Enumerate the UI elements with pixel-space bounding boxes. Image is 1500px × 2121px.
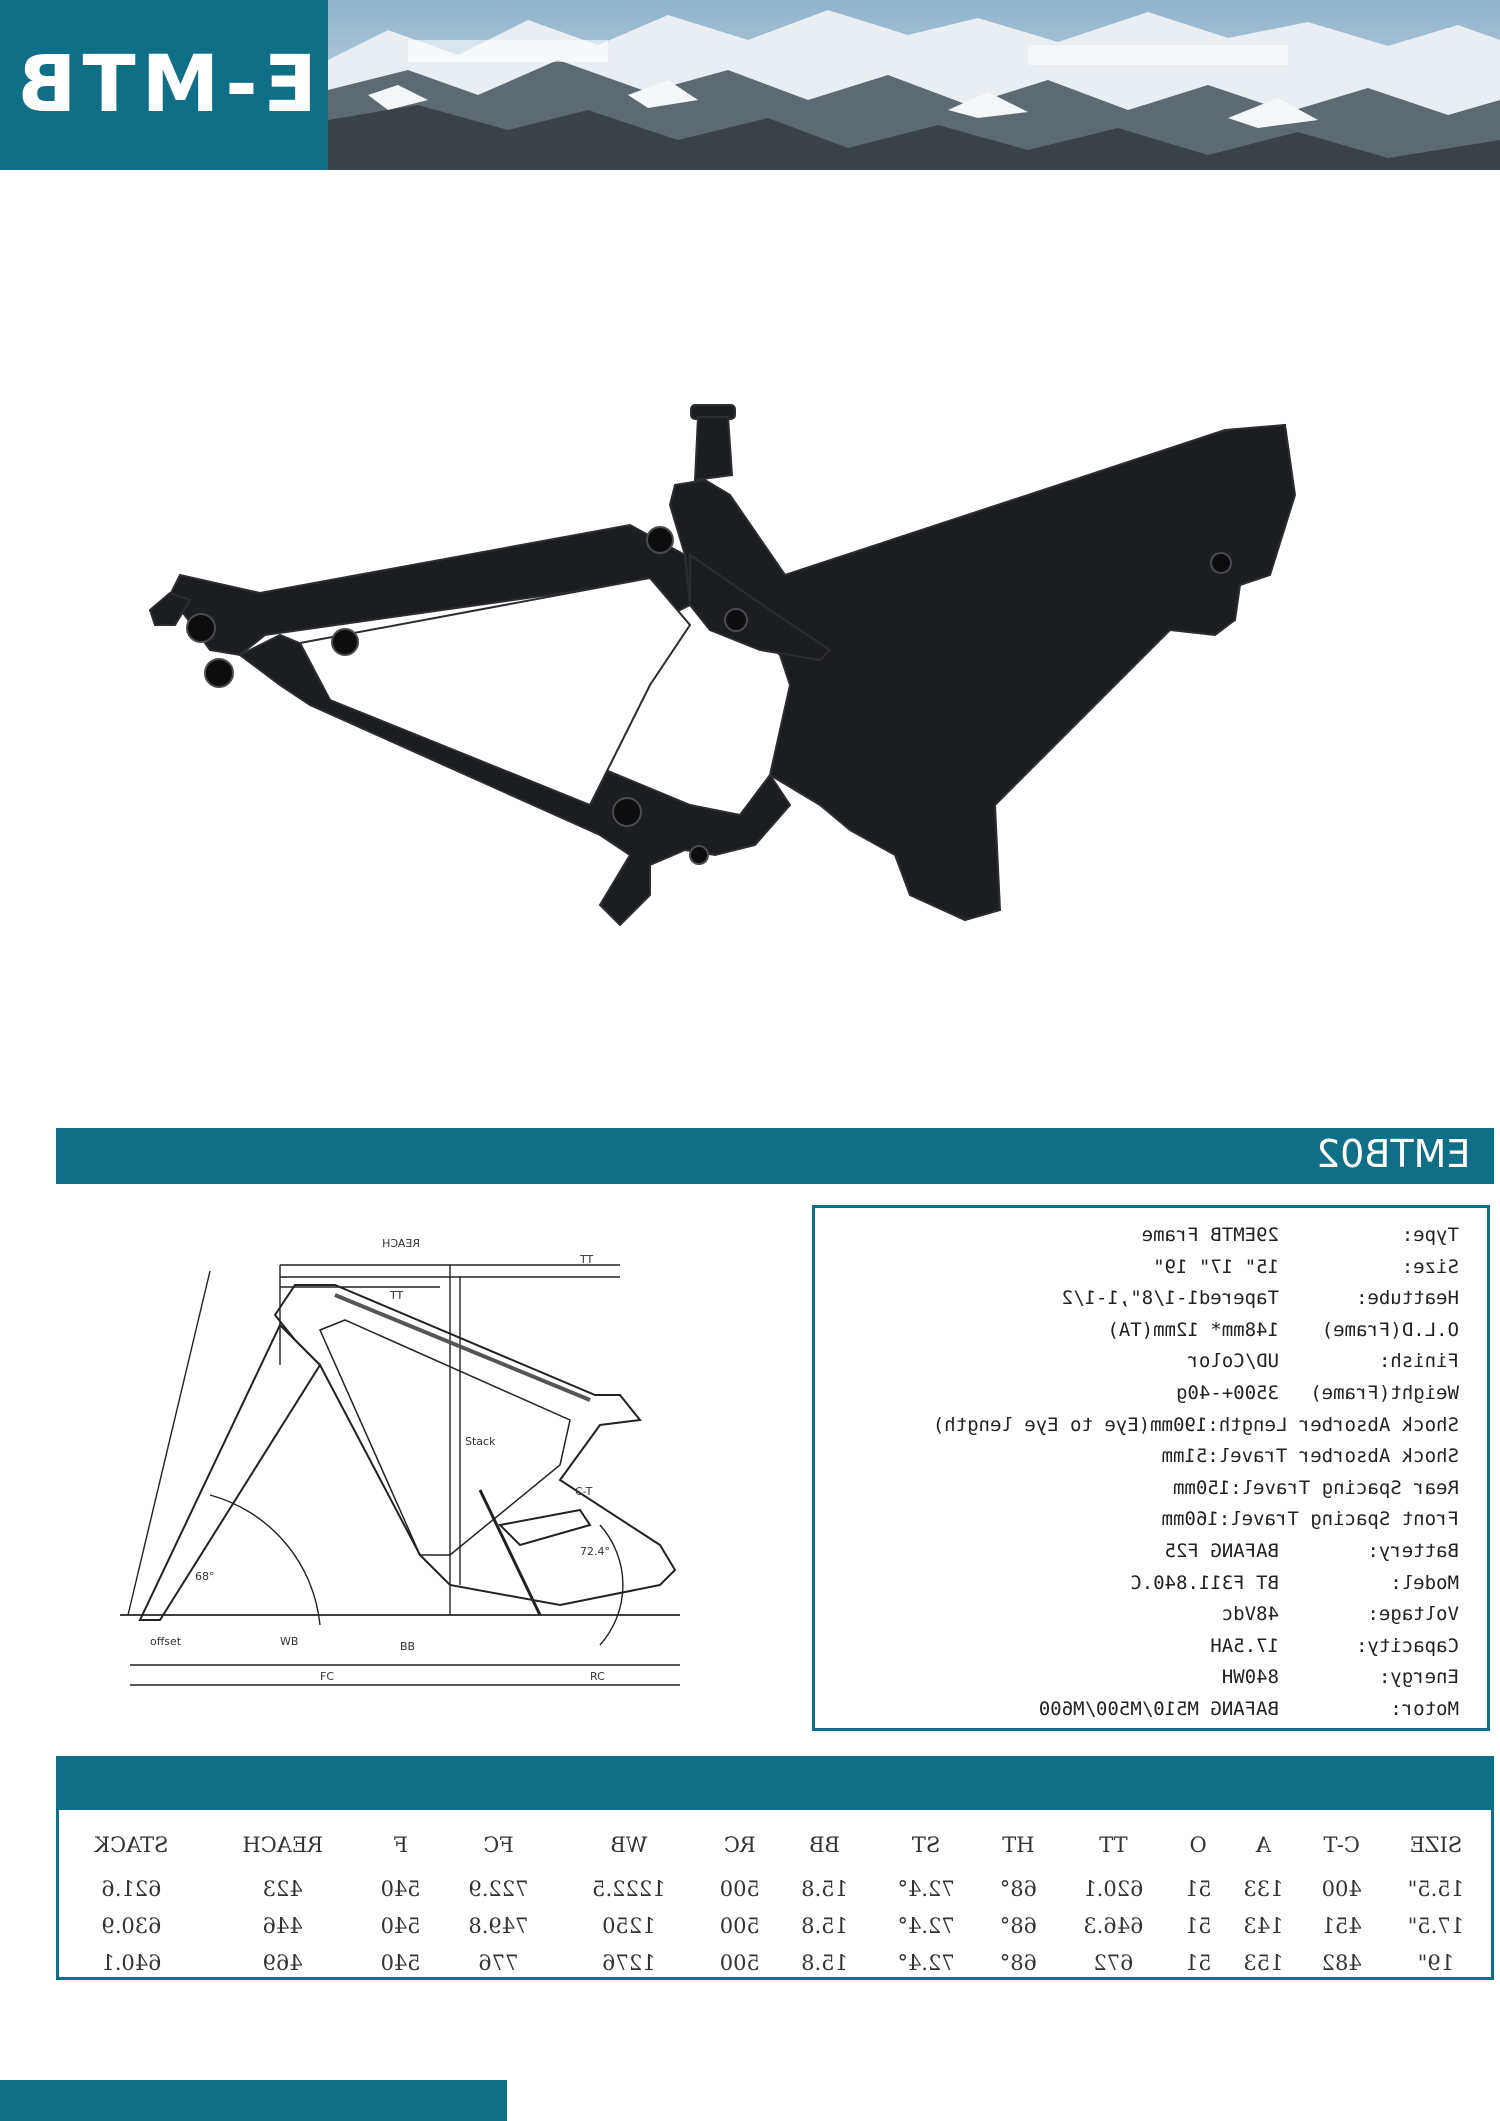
spec-row-rear-travel	[815, 1473, 1459, 1505]
col-header: O	[1189, 1833, 1207, 1857]
label-bb: BB	[400, 1640, 416, 1653]
table-cell: 540	[380, 1876, 421, 1901]
spec-row-finish	[815, 1346, 1459, 1378]
spec-value: BAFANG M510/M500/M600	[1038, 1697, 1279, 1720]
table-cell: 51	[1184, 1876, 1212, 1901]
spec-key: Capacity:	[1356, 1634, 1459, 1657]
col-header: RC	[723, 1833, 756, 1857]
spec-row-energy	[815, 1662, 1459, 1694]
table-cell: 15.5"	[1407, 1876, 1465, 1901]
footer-strip	[0, 2080, 507, 2121]
model-header-bar	[56, 1128, 1494, 1184]
table-cell: 500	[719, 1950, 760, 1975]
label-ht-angle: 68°	[195, 1570, 215, 1583]
table-cell: 51	[1184, 1950, 1212, 1975]
mountain-banner-image	[328, 0, 1500, 170]
table-cell: 72.4°	[897, 1876, 955, 1901]
spec-row-headtube	[815, 1283, 1459, 1315]
spec-key: Finish:	[1378, 1350, 1459, 1373]
col-header: ST	[911, 1833, 941, 1857]
table-cell: 143	[1243, 1913, 1284, 1938]
table-cell: 400	[1321, 1876, 1362, 1901]
table-cell: 672	[1093, 1950, 1134, 1975]
table-cell: 482	[1321, 1950, 1362, 1975]
col-header: C-T	[1323, 1833, 1360, 1857]
spec-value: 148mm* 12mm(TA)	[1107, 1318, 1279, 1341]
spec-value: BT F311.840.C	[1130, 1571, 1279, 1594]
label-ct: C-T	[575, 1485, 593, 1498]
spec-value: 840WH	[1221, 1666, 1279, 1689]
col-header: TT	[1099, 1833, 1128, 1857]
spec-key: O.L.D(Frame)	[1321, 1318, 1459, 1341]
spec-key: Weight(Frame)	[1310, 1381, 1459, 1404]
table-cell: 19"	[1417, 1950, 1455, 1975]
spec-list	[815, 1208, 1487, 1726]
label-offset: offset	[150, 1635, 182, 1648]
table-cell: 1250	[602, 1913, 656, 1938]
col-header: HT	[1002, 1833, 1035, 1857]
table-cell: 68°	[999, 1950, 1037, 1975]
table-cell: 620.1	[1083, 1876, 1144, 1901]
spec-key: Model:	[1390, 1571, 1459, 1594]
spec-key: Motor:	[1390, 1697, 1459, 1720]
mountain-banner	[328, 0, 1500, 170]
col-header: SIZE	[1409, 1833, 1463, 1857]
table-cell: 621.6	[101, 1876, 162, 1901]
label-tt-2: TT	[390, 1289, 404, 1302]
table-row	[59, 1944, 1491, 1981]
spec-row-type	[815, 1220, 1459, 1252]
col-header: WB	[610, 1833, 648, 1857]
table-cell: 51	[1184, 1913, 1212, 1938]
label-stack: Stack	[465, 1435, 496, 1448]
table-cell: 15.8	[801, 1913, 848, 1938]
spec-key: Type:	[1401, 1224, 1459, 1246]
table-cell: 68°	[999, 1876, 1037, 1901]
table-cell: 68°	[999, 1913, 1037, 1938]
table-cell: 153	[1243, 1950, 1284, 1975]
col-header: REACH	[242, 1833, 324, 1857]
spec-row-shock-length	[815, 1410, 1459, 1442]
logo-text: E-MTB	[11, 40, 317, 130]
label-rc: RC	[590, 1670, 605, 1683]
geometry-table	[59, 1810, 1491, 1981]
spec-value: Rear Spacing Travel:150mm	[1173, 1476, 1459, 1499]
spec-value: 17.5AH	[1210, 1634, 1279, 1657]
spec-value: UD/Color	[1187, 1350, 1279, 1373]
spec-value: 29EMTB Frame	[1141, 1224, 1279, 1246]
spec-row-front-travel	[815, 1504, 1459, 1536]
spec-key: Energy:	[1378, 1666, 1459, 1689]
table-cell: 630.9	[101, 1913, 162, 1938]
table-row	[59, 1907, 1491, 1944]
spec-row-shock-travel	[815, 1441, 1459, 1473]
spec-key: Battery:	[1367, 1539, 1459, 1562]
table-cell: 451	[1321, 1913, 1362, 1938]
table-cell: 17.5"	[1407, 1913, 1465, 1938]
table-cell: 749.8	[468, 1913, 529, 1938]
spec-key: Heattube:	[1356, 1287, 1459, 1310]
geometry-diagram-svg	[120, 1225, 810, 1695]
table-cell: 469	[262, 1950, 303, 1975]
spec-row-capacity	[815, 1631, 1459, 1663]
table-cell: 640.1	[101, 1950, 162, 1975]
label-tt: TT	[580, 1253, 594, 1266]
spec-value: BAFANG F25	[1164, 1539, 1279, 1562]
spec-row-voltage	[815, 1599, 1459, 1631]
spec-value: 48Vdc	[1221, 1603, 1279, 1626]
spec-value: 15" 17" 19"	[1153, 1255, 1279, 1278]
spec-value: 3500+-40g	[1176, 1381, 1279, 1404]
table-cell: 423	[262, 1876, 303, 1901]
table-cell: 540	[380, 1913, 421, 1938]
table-row	[59, 1870, 1491, 1907]
col-header: BB	[809, 1833, 840, 1857]
spec-row-weight	[815, 1378, 1459, 1410]
table-cell: 72.4°	[897, 1913, 955, 1938]
geometry-diagram	[120, 1225, 810, 1695]
logo-block	[0, 0, 328, 170]
spec-row-size	[815, 1252, 1459, 1284]
col-header: FC	[483, 1833, 514, 1857]
model-code: EMTB02	[1315, 1132, 1470, 1176]
table-cell: 1276	[602, 1950, 656, 1975]
spec-value: Front Spacing Travel:160mm	[1161, 1508, 1459, 1531]
table-cell: 500	[719, 1913, 760, 1938]
table-cell: 133	[1243, 1876, 1284, 1901]
label-st-angle: 72.4°	[580, 1545, 610, 1558]
spec-value: Tapered1-1/8",1-1/2	[1061, 1287, 1279, 1310]
label-fc: FC	[320, 1670, 335, 1683]
table-cell: 15.8	[801, 1950, 848, 1975]
spec-row-model	[815, 1568, 1459, 1600]
spec-key: Voltage:	[1367, 1603, 1459, 1626]
table-cell: 776	[478, 1950, 519, 1975]
spec-value: Shock Absorber Length:190mm(Eye to Eye length)	[932, 1413, 1459, 1436]
label-wb: WB	[280, 1635, 299, 1648]
spec-value: Shock Absorber Travel:51mm	[1161, 1445, 1459, 1468]
spec-key: Size:	[1401, 1255, 1459, 1278]
spec-row-old	[815, 1315, 1459, 1347]
table-header-row	[59, 1810, 1491, 1870]
table-cell: 72.4°	[897, 1950, 955, 1975]
bike-frame-drawing	[130, 385, 1390, 945]
table-cell: 446	[262, 1913, 303, 1938]
table-cell: 540	[380, 1950, 421, 1975]
table-cell: 1222.5	[592, 1876, 666, 1901]
table-cell: 722.9	[468, 1876, 529, 1901]
col-header: A	[1255, 1833, 1272, 1857]
geometry-table-box	[56, 1810, 1494, 1980]
geometry-table-header-bar	[56, 1756, 1494, 1810]
spec-box	[812, 1205, 1490, 1731]
bike-frame-image	[130, 385, 1390, 945]
table-cell: 15.8	[801, 1876, 848, 1901]
spec-row-battery	[815, 1536, 1459, 1568]
label-reach: REACH	[382, 1237, 420, 1250]
col-header: STACK	[94, 1833, 169, 1857]
col-header: F	[393, 1833, 408, 1857]
spec-row-motor	[815, 1694, 1459, 1726]
table-cell: 646.3	[1083, 1913, 1144, 1938]
table-cell: 500	[719, 1876, 760, 1901]
